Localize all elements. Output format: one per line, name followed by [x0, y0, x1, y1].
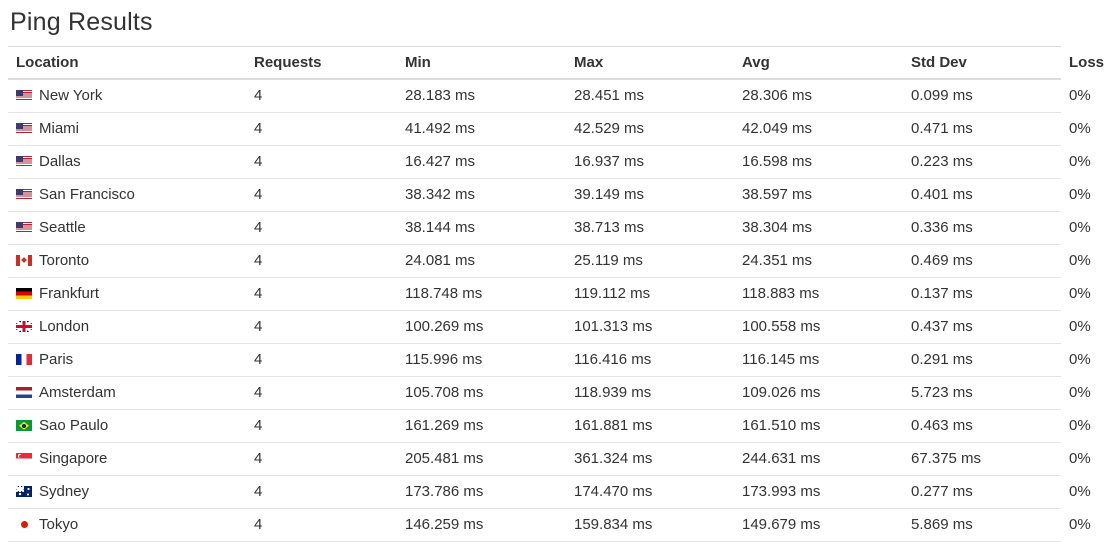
location-label: Sydney	[39, 483, 90, 501]
location-label: San Francisco	[39, 186, 135, 204]
avg-cell: 116.145 ms	[734, 344, 903, 377]
requests-cell: 4	[246, 377, 397, 410]
requests-cell: 4	[246, 179, 397, 212]
min-cell: 38.342 ms	[397, 179, 566, 212]
stddev-cell: 5.869 ms	[903, 509, 1061, 542]
table-header-row: Location Requests Min Max Avg Std Dev Loss	[8, 47, 1061, 80]
location-label: Singapore	[39, 450, 108, 468]
stddev-cell: 0.336 ms	[903, 212, 1061, 245]
location-cell	[8, 278, 246, 311]
table-row: New York 4 28.183 ms 28.451 ms 28.306 ms 0.099 ms 0%	[8, 79, 1061, 113]
table-row: Seattle 4 38.144 ms 38.713 ms 38.304 ms 0.336 ms 0%	[8, 212, 1061, 245]
gb-flag-icon	[16, 321, 32, 332]
location-cell	[8, 113, 246, 146]
max-cell: 361.324 ms	[566, 443, 734, 476]
max-cell: 161.881 ms	[566, 410, 734, 443]
avg-cell: 109.026 ms	[734, 377, 903, 410]
stddev-cell: 67.375 ms	[903, 443, 1061, 476]
us-flag-icon	[16, 156, 32, 167]
us-flag-icon	[16, 123, 32, 134]
column-header-min: Min	[397, 47, 566, 80]
location-label: Frankfurt	[39, 285, 100, 303]
table-row: Miami 4 41.492 ms 42.529 ms 42.049 ms 0.471 ms 0%	[8, 113, 1061, 146]
us-flag-icon	[16, 222, 32, 233]
stddev-cell: 0.471 ms	[903, 113, 1061, 146]
max-cell: 159.834 ms	[566, 509, 734, 542]
de-flag-icon	[16, 288, 32, 299]
max-cell: 25.119 ms	[566, 245, 734, 278]
max-cell: 119.112 ms	[566, 278, 734, 311]
stddev-cell: 0.401 ms	[903, 179, 1061, 212]
table-row: Tokyo 4 146.259 ms 159.834 ms 149.679 ms 5.869 ms 0%	[8, 509, 1061, 542]
column-header-requests: Requests	[246, 47, 397, 80]
stddev-cell: 0.437 ms	[903, 311, 1061, 344]
location-label: Tokyo	[39, 516, 79, 534]
location-cell	[8, 179, 246, 212]
stddev-cell: 0.291 ms	[903, 344, 1061, 377]
avg-cell: 38.597 ms	[734, 179, 903, 212]
location-cell	[8, 410, 246, 443]
min-cell: 38.144 ms	[397, 212, 566, 245]
location-label: Sao Paulo	[39, 417, 109, 435]
requests-cell: 4	[246, 212, 397, 245]
location-label: Miami	[39, 120, 79, 138]
location-label: Paris	[39, 351, 74, 369]
table-row: Toronto 4 24.081 ms 25.119 ms 24.351 ms 0.469 ms 0%	[8, 245, 1061, 278]
min-cell: 16.427 ms	[397, 146, 566, 179]
au-flag-icon	[16, 486, 32, 497]
location-cell	[8, 509, 246, 542]
avg-cell: 173.993 ms	[734, 476, 903, 509]
location-cell	[8, 344, 246, 377]
location-label: New York	[39, 87, 103, 105]
location-cell	[8, 245, 246, 278]
min-cell: 100.269 ms	[397, 311, 566, 344]
avg-cell: 42.049 ms	[734, 113, 903, 146]
max-cell: 174.470 ms	[566, 476, 734, 509]
requests-cell: 4	[246, 113, 397, 146]
sg-flag-icon	[16, 453, 32, 464]
table-row: Frankfurt 4 118.748 ms 119.112 ms 118.883 ms 0.137 ms 0%	[8, 278, 1061, 311]
stddev-cell: 0.137 ms	[903, 278, 1061, 311]
min-cell: 161.269 ms	[397, 410, 566, 443]
stddev-cell: 0.463 ms	[903, 410, 1061, 443]
min-cell: 28.183 ms	[397, 79, 566, 113]
min-cell: 105.708 ms	[397, 377, 566, 410]
table-row: London 4 100.269 ms 101.313 ms 100.558 ms 0.437 ms 0%	[8, 311, 1061, 344]
table-header	[8, 47, 1104, 80]
column-header-max: Max	[566, 47, 734, 80]
location-label: London	[39, 318, 90, 336]
location-label: Amsterdam	[39, 384, 116, 402]
location-cell	[8, 79, 246, 113]
fr-flag-icon	[16, 354, 32, 365]
ping-table-body	[8, 79, 1091, 542]
avg-cell: 16.598 ms	[734, 146, 903, 179]
page-container	[0, 8, 1104, 542]
location-label: Seattle	[39, 219, 86, 237]
stddev-cell: 0.277 ms	[903, 476, 1061, 509]
min-cell: 173.786 ms	[397, 476, 566, 509]
table-row: Amsterdam 4 105.708 ms 118.939 ms 109.026 ms 5.723 ms 0%	[8, 377, 1061, 410]
table-row: San Francisco 4 38.342 ms 39.149 ms 38.597 ms 0.401 ms 0%	[8, 179, 1061, 212]
ping-results-table	[8, 46, 1104, 542]
nl-flag-icon	[16, 387, 32, 398]
location-cell	[8, 476, 246, 509]
column-header-avg: Avg	[734, 47, 903, 80]
avg-cell: 28.306 ms	[734, 79, 903, 113]
stddev-cell: 0.099 ms	[903, 79, 1061, 113]
max-cell: 38.713 ms	[566, 212, 734, 245]
location-label: Dallas	[39, 153, 81, 171]
max-cell: 28.451 ms	[566, 79, 734, 113]
requests-cell: 4	[246, 245, 397, 278]
us-flag-icon	[16, 189, 32, 200]
location-label: Toronto	[39, 252, 90, 270]
ca-flag-icon	[16, 255, 32, 266]
avg-cell: 118.883 ms	[734, 278, 903, 311]
requests-cell: 4	[246, 443, 397, 476]
table-row: Paris 4 115.996 ms 116.416 ms 116.145 ms 0.291 ms 0%	[8, 344, 1061, 377]
avg-cell: 100.558 ms	[734, 311, 903, 344]
requests-cell: 4	[246, 311, 397, 344]
max-cell: 39.149 ms	[566, 179, 734, 212]
max-cell: 118.939 ms	[566, 377, 734, 410]
requests-cell: 4	[246, 146, 397, 179]
avg-cell: 38.304 ms	[734, 212, 903, 245]
avg-cell: 161.510 ms	[734, 410, 903, 443]
column-header-location: Location	[8, 47, 246, 80]
br-flag-icon	[16, 420, 32, 431]
requests-cell: 4	[246, 79, 397, 113]
max-cell: 16.937 ms	[566, 146, 734, 179]
max-cell: 116.416 ms	[566, 344, 734, 377]
location-cell	[8, 146, 246, 179]
avg-cell: 149.679 ms	[734, 509, 903, 542]
min-cell: 205.481 ms	[397, 443, 566, 476]
min-cell: 41.492 ms	[397, 113, 566, 146]
requests-cell: 4	[246, 509, 397, 542]
avg-cell: 244.631 ms	[734, 443, 903, 476]
jp-flag-icon	[16, 519, 32, 530]
requests-cell: 4	[246, 476, 397, 509]
min-cell: 115.996 ms	[397, 344, 566, 377]
requests-cell: 4	[246, 410, 397, 443]
min-cell: 24.081 ms	[397, 245, 566, 278]
stddev-cell: 5.723 ms	[903, 377, 1061, 410]
max-cell: 101.313 ms	[566, 311, 734, 344]
location-cell	[8, 212, 246, 245]
table-row: Sydney 4 173.786 ms 174.470 ms 173.993 ms 0.277 ms 0%	[8, 476, 1061, 509]
table-row: Dallas 4 16.427 ms 16.937 ms 16.598 ms 0.223 ms 0%	[8, 146, 1061, 179]
min-cell: 118.748 ms	[397, 278, 566, 311]
location-cell	[8, 443, 246, 476]
stddev-cell: 0.469 ms	[903, 245, 1061, 278]
column-header-std-dev: Std Dev	[903, 47, 1061, 80]
max-cell: 42.529 ms	[566, 113, 734, 146]
stddev-cell: 0.223 ms	[903, 146, 1061, 179]
requests-cell: 4	[246, 278, 397, 311]
location-cell	[8, 311, 246, 344]
avg-cell: 24.351 ms	[734, 245, 903, 278]
min-cell: 146.259 ms	[397, 509, 566, 542]
location-cell	[8, 377, 246, 410]
requests-cell: 4	[246, 344, 397, 377]
page-title: Ping Results	[10, 8, 153, 36]
table-row: Singapore 4 205.481 ms 361.324 ms 244.631 ms 67.375 ms 0%	[8, 443, 1061, 476]
us-flag-icon	[16, 90, 32, 101]
table-row: Sao Paulo 4 161.269 ms 161.881 ms 161.510 ms 0.463 ms 0%	[8, 410, 1061, 443]
